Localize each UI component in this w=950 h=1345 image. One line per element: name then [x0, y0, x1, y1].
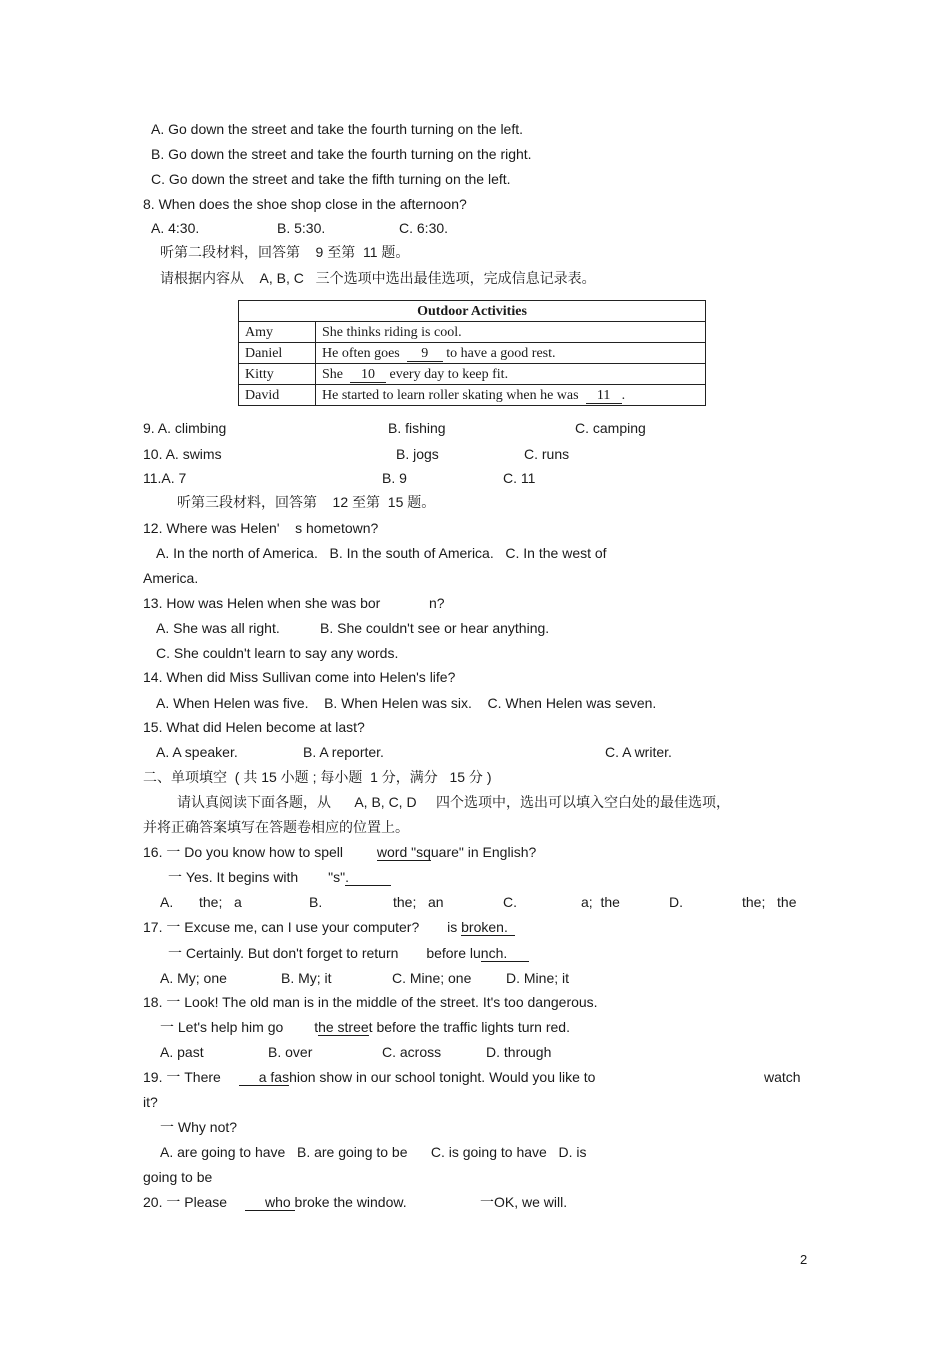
- q19-options: A. are going to have B. are going to be C. is going to have D. is: [160, 1144, 587, 1160]
- table-info-cell: [316, 385, 706, 406]
- q7-option-c: C. Go down the street and take the fifth turning on the left.: [151, 171, 511, 187]
- q18-response-t: t: [314, 1019, 319, 1035]
- table-info-text: He started to learn roller skating when he was: [322, 387, 583, 403]
- q16-opt-c-letter: C.: [503, 894, 517, 910]
- q20-response: 一OK, we will.: [480, 1194, 568, 1210]
- table-info-text: every day to keep fit.: [386, 366, 509, 382]
- q17-text-mid: is: [447, 919, 462, 935]
- q16-opt-d-text: the; the: [742, 894, 797, 910]
- q18-option-b: B. over: [268, 1044, 313, 1060]
- blank-11: 11: [586, 389, 622, 404]
- q19-question: [143, 1068, 595, 1086]
- table-info-text: He often goes: [322, 345, 404, 361]
- q17-option-b: B. My; it: [281, 970, 332, 986]
- q13-question: 13. How was Helen when she was bor: [143, 595, 381, 611]
- q16-blank: .: [345, 870, 391, 886]
- q17-response-text: 一 Certainly. But don't forget to return: [168, 945, 399, 961]
- part2-title: 二、单项填空 ( 共 15 小题 ; 每小题 1 分，满分 15 分 ): [143, 769, 492, 785]
- q9-option-b: B. fishing: [388, 420, 446, 436]
- q17-text: 17. 一 Excuse me, can I use your computer?: [143, 919, 420, 935]
- q11-option-b: B. 9: [382, 470, 407, 486]
- q19-response: 一 Why not?: [160, 1119, 238, 1135]
- q16-text-end: uare" in English?: [430, 844, 537, 860]
- q13-option-b: B. She couldn't see or hear anything.: [320, 620, 550, 636]
- q18-question: 18. 一 Look! The old man is in the middle of the street. It's too dangerous.: [143, 994, 598, 1010]
- q16-underlined: word "sq: [376, 844, 431, 860]
- table-info-cell: [316, 364, 706, 385]
- table-row: [239, 364, 706, 385]
- section2-intro: 听第二段材料，回答第 9 至第 11 题。: [160, 244, 410, 260]
- table-info-text: .: [621, 387, 626, 403]
- q18-response-end: t before the traffic lights turn red.: [368, 1019, 570, 1035]
- q17-response-mid: before lu: [426, 945, 481, 961]
- q9-option-c: C. camping: [575, 420, 646, 436]
- table-info-text: She thinks riding is cool.: [322, 324, 462, 340]
- q16-opt-c-text: a; the: [581, 894, 620, 910]
- q20-question: [143, 1193, 407, 1211]
- part2-instructions-cont: 并将正确答案填写在答题卷相应的位置上。: [143, 819, 409, 835]
- q16-opt-d-letter: D.: [669, 894, 683, 910]
- q7-option-a: A. Go down the street and take the fourth turning on the left.: [151, 121, 524, 137]
- blank-9: 9: [407, 347, 443, 362]
- q8-option-c: C. 6:30.: [399, 220, 449, 236]
- q15-option-c: C. A writer.: [605, 744, 672, 760]
- section2-instructions: 请根据内容从 A, B, C 三个选项中选出最佳选项，完成信息记录表。: [160, 270, 596, 286]
- q15-option-b: B. A reporter.: [303, 744, 384, 760]
- table-info-cell: [316, 343, 706, 364]
- q9-option-a: 9. A. climbing: [143, 420, 227, 436]
- q13-question-end: n?: [429, 595, 445, 611]
- page-number: 2: [800, 1252, 808, 1267]
- q16-opt-b-letter: B.: [309, 894, 323, 910]
- q17-option-a: A. My; one: [160, 970, 227, 986]
- section3-intro: 听第三段材料，回答第 12 至第 15 题。: [177, 494, 436, 510]
- part2-instructions: 请认真阅读下面各题，从 A, B, C, D 四个选项中，选出可以填入空白处的最佳选项，: [177, 794, 731, 810]
- q17-underlined-2: nch.: [481, 946, 529, 962]
- q10-option-c: C. runs: [524, 446, 570, 462]
- table-row: [239, 385, 706, 406]
- q15-option-a: A. A speaker.: [156, 744, 238, 760]
- q7-option-b: B. Go down the street and take the fourth turning on the right.: [151, 146, 532, 162]
- table-name-cell: David: [239, 385, 316, 406]
- q20-underlined: who: [245, 1195, 295, 1211]
- q16-question: [143, 843, 536, 861]
- q8-option-a: A. 4:30.: [151, 220, 200, 236]
- q18-option-a: A. past: [160, 1044, 204, 1060]
- q17-response: [168, 944, 529, 962]
- q16-response-text: 一 Yes. It begins with: [168, 869, 299, 885]
- q10-option-a: 10. A. swims: [143, 446, 222, 462]
- q17-option-c: C. Mine; one: [392, 970, 472, 986]
- q19-text-mid: hion show in our school tonight. Would you like to: [289, 1069, 596, 1085]
- table-info-text: She: [322, 366, 347, 382]
- q13-option-c: C. She couldn't learn to say any words.: [156, 645, 399, 661]
- table-row: [239, 322, 706, 343]
- blank-10: 10: [350, 368, 386, 383]
- q17-question: [143, 918, 515, 936]
- q16-text: 16. 一 Do you know how to spell: [143, 844, 343, 860]
- q19-question-end: watch: [764, 1069, 801, 1085]
- q18-response: [160, 1018, 570, 1036]
- q19-underlined: a fas: [239, 1070, 289, 1086]
- q16-opt-b-text: the; an: [393, 894, 444, 910]
- q12-options: A. In the north of America. B. In the south of America. C. In the west of: [156, 545, 607, 561]
- q8-option-b: B. 5:30.: [277, 220, 326, 236]
- q16-response: [168, 868, 391, 886]
- outdoor-activities-table: [238, 300, 706, 406]
- table-title: Outdoor Activities: [239, 301, 706, 322]
- q17-underlined: broken.: [461, 920, 515, 936]
- q14-options: A. When Helen was five. B. When Helen was six. C. When Helen was seven.: [156, 695, 657, 711]
- table-info-cell: [316, 322, 706, 343]
- q18-option-d: D. through: [486, 1044, 552, 1060]
- q13-option-a: A. She was all right.: [156, 620, 280, 636]
- table-name-cell: Kitty: [239, 364, 316, 385]
- table-name-cell: Amy: [239, 322, 316, 343]
- q18-response-text: 一 Let's help him go: [160, 1019, 284, 1035]
- q12-options-cont: America.: [143, 570, 199, 586]
- table-name-cell: Daniel: [239, 343, 316, 364]
- q12-question: 12. Where was Helen' s hometown?: [143, 520, 379, 536]
- q20-text: 20. 一 Please: [143, 1194, 228, 1210]
- q11-option-a: 11.A. 7: [143, 470, 187, 486]
- q19-options-cont: going to be: [143, 1169, 213, 1185]
- q10-option-b: B. jogs: [396, 446, 439, 462]
- q18-underlined: he stree: [318, 1019, 369, 1035]
- q16-opt-a-text: the; a: [199, 894, 242, 910]
- q11-option-c: C. 11: [503, 470, 536, 486]
- q17-option-d: D. Mine; it: [506, 970, 570, 986]
- table-row: [239, 343, 706, 364]
- q19-text: 19. 一 There: [143, 1069, 221, 1085]
- q18-option-c: C. across: [382, 1044, 442, 1060]
- q14-question: 14. When did Miss Sullivan come into Helen's life?: [143, 669, 456, 685]
- q15-question: 15. What did Helen become at last?: [143, 719, 365, 735]
- q19-question-cont: it?: [143, 1094, 158, 1110]
- q16-response-word: "s": [328, 869, 346, 885]
- q8-question: 8. When does the shoe shop close in the afternoon?: [143, 196, 467, 212]
- q16-opt-a-letter: A.: [160, 894, 174, 910]
- q20-text-end: broke the window.: [294, 1194, 407, 1210]
- table-info-text: to have a good rest.: [442, 345, 556, 361]
